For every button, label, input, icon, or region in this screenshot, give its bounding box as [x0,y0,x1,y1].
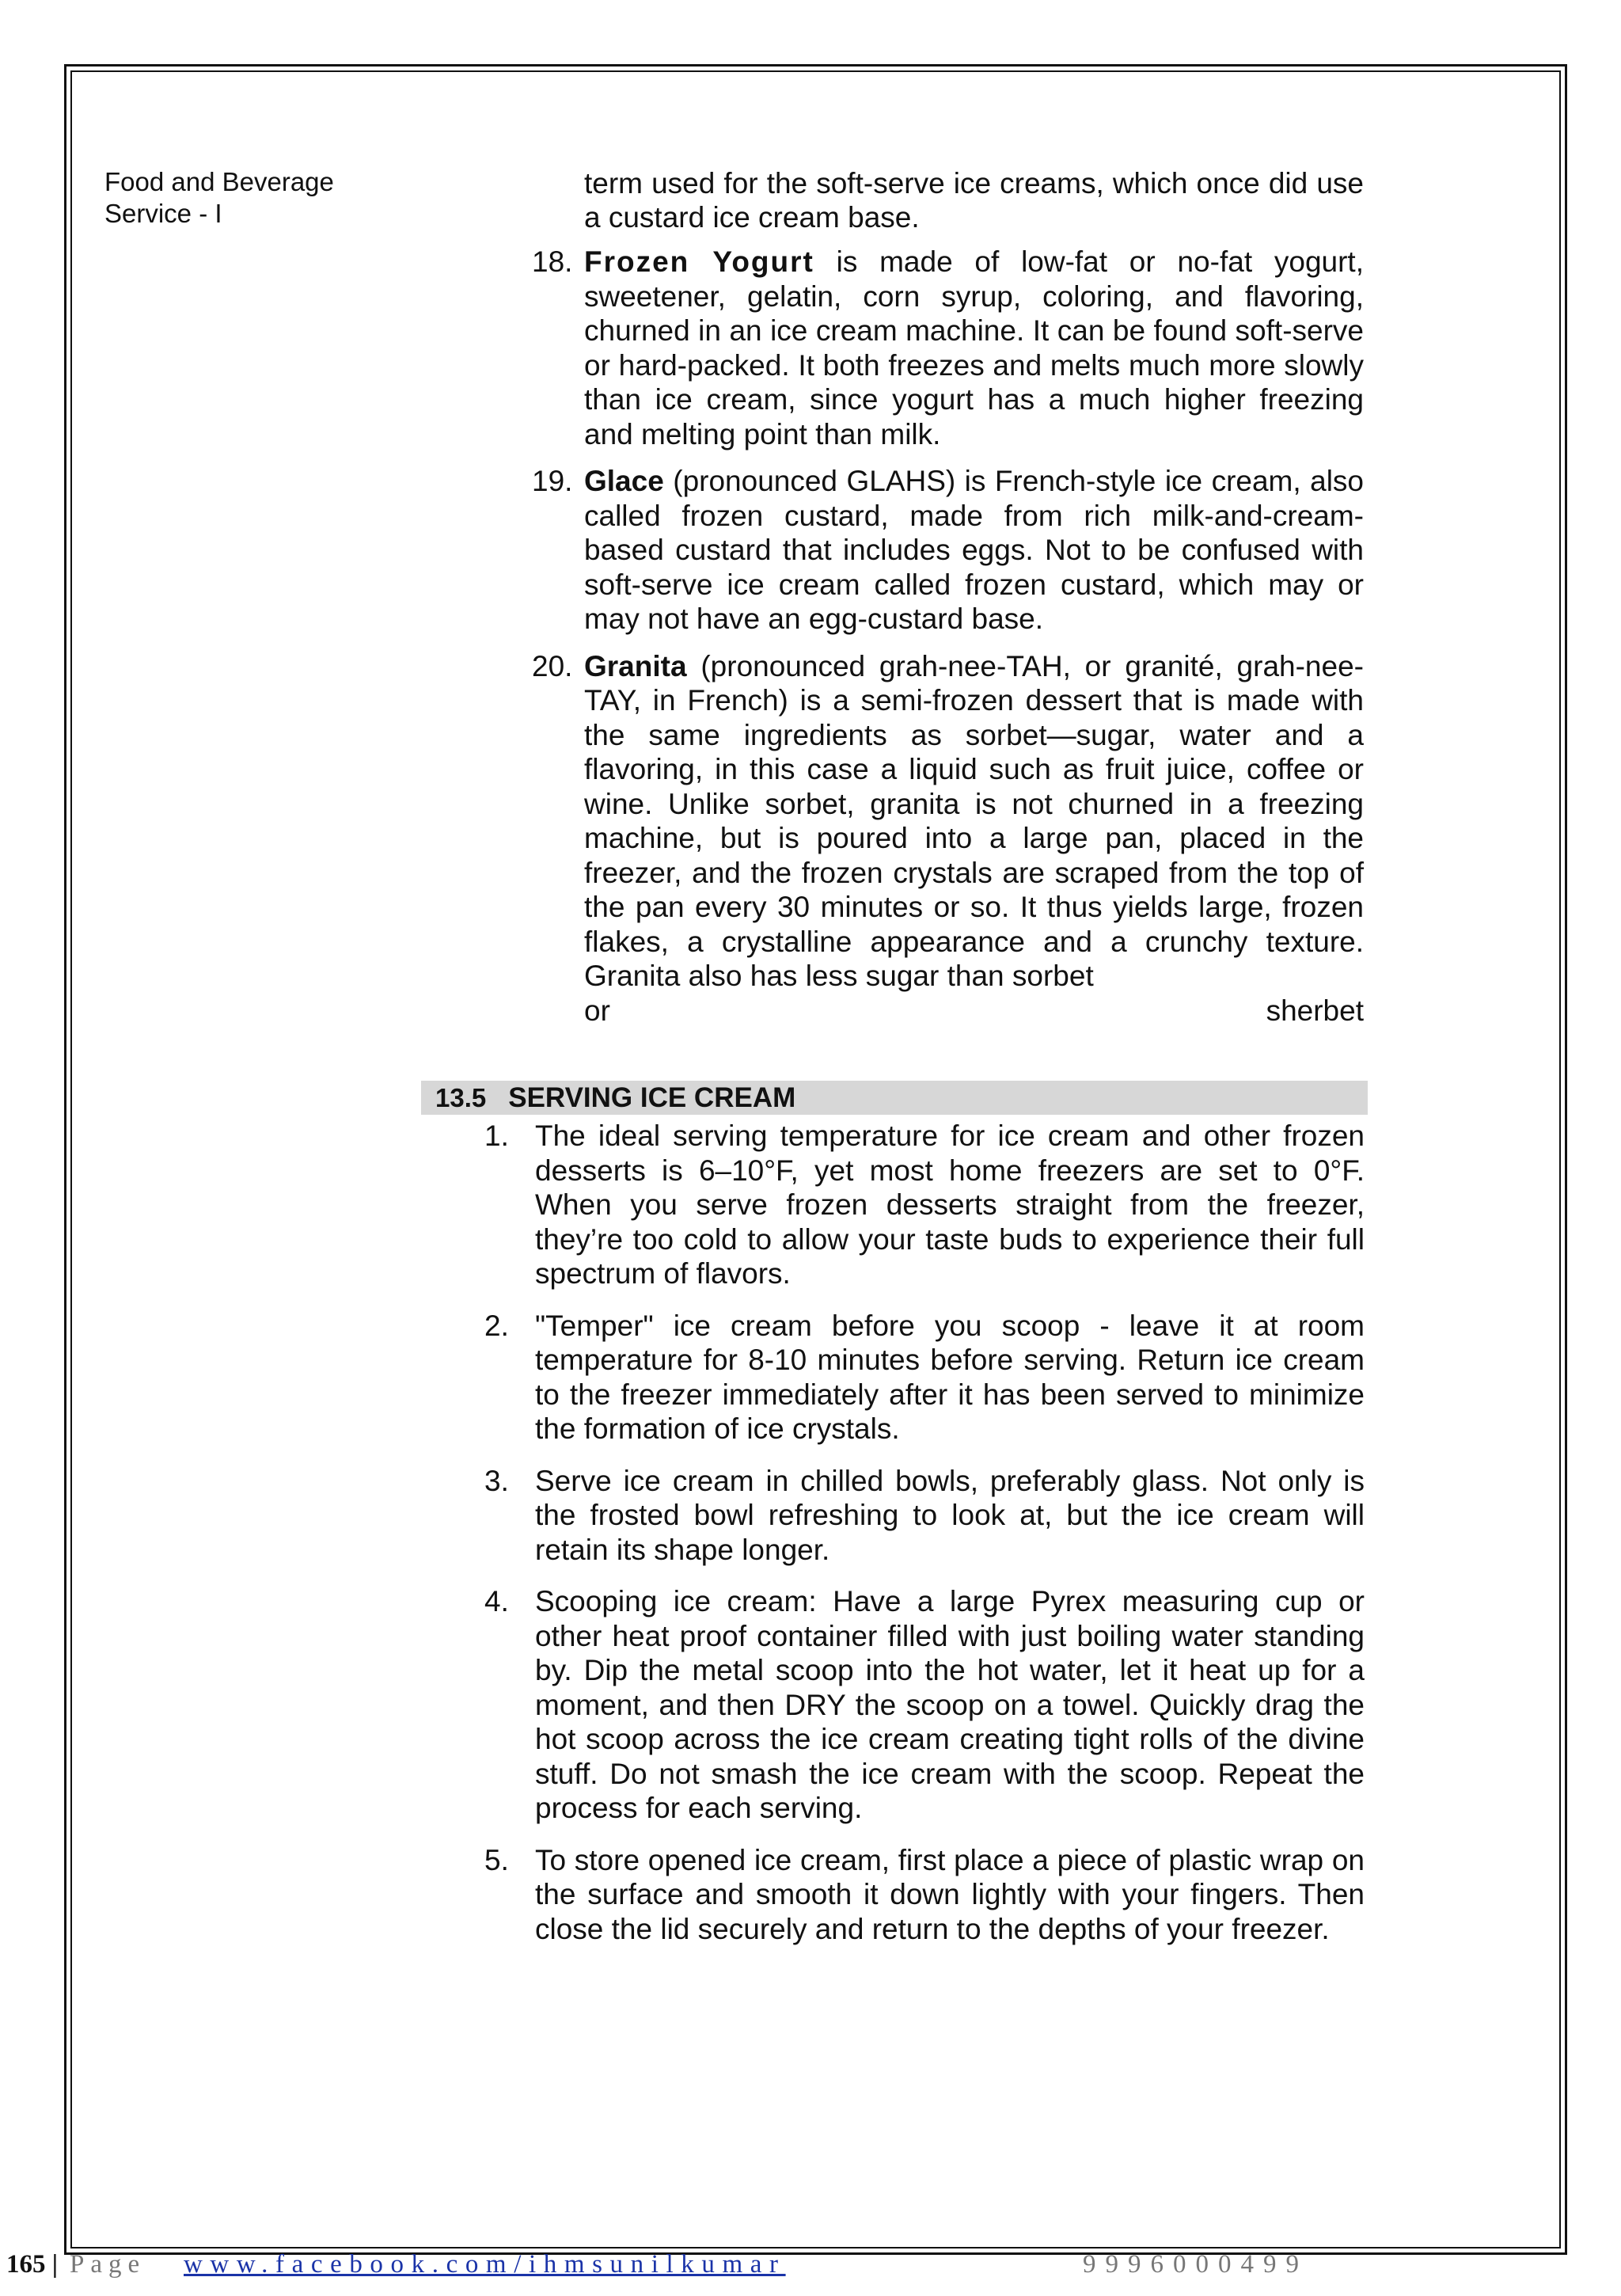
serving-text: To store opened ice cream, first place a piece of plastic wrap on the surface and smooth it down lightly with your fingers. Then close the lid securely and return to the depths of your freezer. [535,1843,1365,1945]
last-line-right: sherbet [1266,994,1364,1027]
serving-item-4 [484,1584,1365,1826]
phone-number: 9996000499 [1083,2250,1308,2279]
page-word: Page [70,2250,146,2279]
definition-item-19 [532,464,1364,637]
definition-list [532,245,1364,1028]
definition-last-line [532,994,1364,1028]
item-number: 2. [484,1309,509,1342]
definition-term: Frozen Yogurt [584,245,814,278]
item-number: 20. [532,649,573,682]
serving-item-5 [484,1843,1365,1947]
item-number: 3. [484,1464,509,1497]
definition-term: Granita [584,649,687,682]
item-number: 1. [484,1119,509,1152]
running-header [104,166,366,230]
item-number: 19. [532,465,573,497]
serving-item-1 [484,1119,1365,1291]
section-title: SERVING ICE CREAM [508,1082,796,1113]
serving-list [484,1119,1365,1963]
running-header-line2: Service - I [104,199,222,228]
definition-item-20 [532,649,1364,994]
item-number: 18. [532,245,573,278]
last-line-left: or [584,994,610,1027]
section-heading [421,1081,1368,1115]
item-number: 5. [484,1843,509,1876]
serving-text: The ideal serving temperature for ice cream and other frozen desserts is 6–10°F, yet most home freezers are set to 0°F. When you serve frozen desserts straight from the freezer, they’re too cold to allow your taste buds to experience their full spectrum of flavors. [535,1119,1365,1290]
definition-term: Glace [584,465,664,497]
page-number: 165 | [6,2250,59,2279]
item-number: 4. [484,1585,509,1617]
section-number: 13.5 [435,1083,487,1112]
definition-text: (pronounced grah-nee-TAH, or granité, grah-nee-TAY, in French) is a semi-frozen dessert that is made with the same ingredients as sorbet—sugar, water and a flavoring, in this case a liquid such as fruit juice, coffee or wine. Unlike sorbet, granita is not churned in a freezing machine, but is poured into a large pan, placed in the freezer, and the frozen crystals are scraped from the top of the pan every 30 minutes or so. It thus yields large, frozen flakes, a crystalline appearance and a crunchy texture. Granita also has less sugar than sorbet [584,649,1364,992]
serving-item-2 [484,1309,1365,1446]
definition-text: is made of low-fat or no-fat yogurt, sweetener, gelatin, corn syrup, coloring, and flavoring, churned in an ice cream machine. It can be found soft-serve or hard-packed. It both freezes and melts much more slowly than ice cream, since yogurt has a much higher freezing and melting point than milk. [584,245,1364,450]
running-header-line1: Food and Beverage [104,167,334,196]
continued-paragraph: term used for the soft-serve ice creams, which once did use a custard ice cream base. [584,167,1364,234]
definition-item-18 [532,245,1364,451]
serving-text: Scooping ice cream: Have a large Pyrex measuring cup or other heat proof container filled with just boiling water standing by. Dip the metal scoop into the hot water, let it heat up for a moment, and then DRY the scoop on a towel. Quickly drag the hot scoop across the ice cream creating tight rolls of the divine stuff. Do not smash the ice cream with the scoop. Repeat the process for each serving. [535,1585,1365,1824]
page-footer [0,2248,1621,2288]
facebook-link[interactable]: www.facebook.com/ihmsunilkumar [184,2250,786,2279]
definition-text: (pronounced GLAHS) is French-style ice cream, also called frozen custard, made from rich milk-and-cream-based custard that includes eggs. Not to be confused with soft-serve ice cream called frozen custard, which may or may not have an egg-custard base. [584,465,1364,635]
serving-text: "Temper" ice cream before you scoop - leave it at room temperature for 8-10 minutes before serving. Return ice cream to the freezer immediately after it has been served to minimize the formation of ice crystals. [535,1309,1365,1445]
serving-text: Serve ice cream in chilled bowls, preferably glass. Not only is the frosted bowl refreshing to look at, but the ice cream will retain its shape longer. [535,1464,1365,1566]
serving-item-3 [484,1464,1365,1568]
